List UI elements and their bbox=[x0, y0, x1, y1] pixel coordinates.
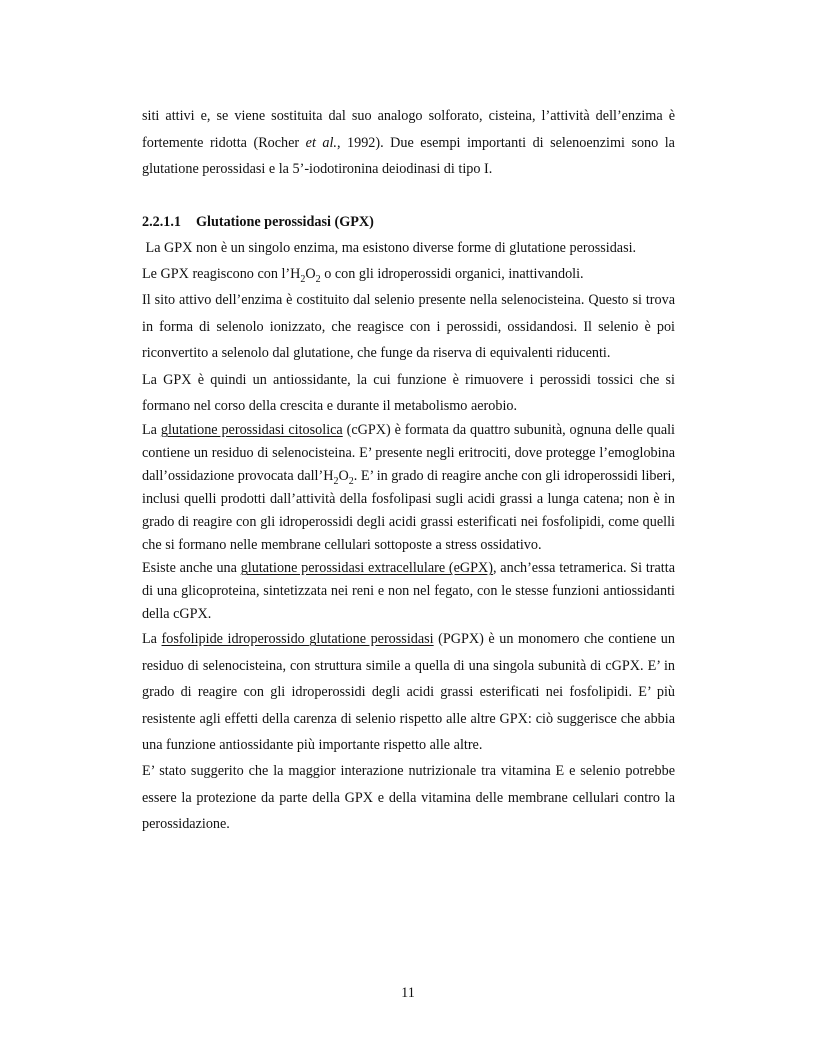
paragraph-antioxidant: La GPX è quindi un antiossidante, la cui funzione è rimuovere i perossidi tossici che si formano nel corso della crescita e durante il metabolismo aerobio. bbox=[142, 371, 675, 414]
paragraph-cgpx bbox=[142, 419, 675, 557]
intro-text-end: , 1992). Due esempi importanti di selenoenzimi sono la glutatione perossidasi e la 5’-iodotironina deiodinasi di tipo I. bbox=[142, 134, 675, 177]
term-egpx: glutatione perossidasi extracellulare (eGPX) bbox=[240, 560, 494, 577]
document-page bbox=[142, 103, 675, 838]
text: Esiste anche una bbox=[142, 560, 241, 577]
text: O bbox=[305, 265, 316, 282]
citation-italic: et al. bbox=[305, 134, 337, 151]
paragraph-pgpx bbox=[142, 626, 675, 758]
intro-text: siti attivi e, se viene sostituita dal suo analogo solforato, cisteina, l’attività dell’enzima è fortemente ridotta (Rocher bbox=[142, 108, 675, 151]
text: , anch’essa tetramerica. Si tratta di una glicoproteina, sintetizzata nei reni e non nel fegato, con le stesse funzioni antiossidanti della cGPX. bbox=[142, 560, 675, 623]
section-body bbox=[142, 235, 675, 838]
term-pgpx: fosfolipide idroperossido glutatione perossidasi bbox=[161, 631, 434, 648]
text: O bbox=[338, 468, 349, 485]
section-title: Glutatione perossidasi (GPX) bbox=[196, 213, 374, 230]
paragraph-gpx-reactions bbox=[142, 261, 675, 287]
section-heading bbox=[142, 210, 675, 235]
paragraph-gpx-forms: La GPX non è un singolo enzima, ma esistono diverse forme di glutatione perossidasi. bbox=[142, 239, 637, 256]
subscript: 2 bbox=[300, 273, 306, 285]
paragraph-vitamin-e: E’ stato suggerito che la maggior interazione nutrizionale tra vitamina E e selenio potrebbe essere la protezione da parte della GPX e della vitamina delle membrane cellulari contro la perossidazione. bbox=[142, 763, 675, 833]
intro-paragraph bbox=[142, 103, 675, 183]
text: o con gli idroperossidi organici, inattivandoli. bbox=[320, 265, 584, 282]
page-number: 11 bbox=[401, 985, 415, 1001]
paragraph-active-site: Il sito attivo dell’enzima è costituito dal selenio presente nella selenocisteina. Questo si trova in forma di selenolo ionizzato, che reagisce con i perossidi, ossidandosi. Il selenio è poi riconvertito a selenolo dal glutatione, che funge da riserva di equivalenti riducenti. bbox=[142, 292, 675, 362]
subscript: 2 bbox=[348, 476, 354, 488]
text: (cGPX) è formata da quattro subunità, ognuna delle quali contiene un residuo di selenocisteina. E’ presente negli eritrociti, dove protegge l’emoglobina dall’ossidazione provocata dall’H bbox=[142, 422, 675, 485]
paragraph-egpx bbox=[142, 557, 675, 626]
term-cgpx: glutatione perossidasi citosolica bbox=[160, 422, 343, 439]
text: . E’ in grado di reagire anche con gli idroperossidi liberi, inclusi quelli prodotti dall’attività della fosfolipasi sugli acidi grassi a lunga catena; non è in grado di reagire con gli idroperossidi degli acidi grassi esterificati nei fosfolipidi, come quelli che si formano nelle membrane cellulari sottoposte a stress ossidativo. bbox=[142, 468, 675, 554]
section-number: 2.2.1.1 bbox=[142, 213, 182, 230]
subscript: 2 bbox=[333, 476, 339, 488]
text: La bbox=[142, 422, 161, 439]
text: Le GPX reagiscono con l’H bbox=[142, 265, 301, 282]
text: (PGPX) è un monomero che contiene un residuo di selenocisteina, con struttura simile a quella di una singola subunità di cGPX. E’ in grado di reagire con gli idroperossidi degli acidi grassi esterificati nei fosfolipidi. E’ più resistente agli effetti della carenza di selenio rispetto alle altre GPX: ciò suggerisce che abbia una funzione antiossidante più importante rispetto alle altre. bbox=[142, 631, 675, 753]
text: La bbox=[142, 631, 162, 648]
subscript: 2 bbox=[315, 273, 321, 285]
